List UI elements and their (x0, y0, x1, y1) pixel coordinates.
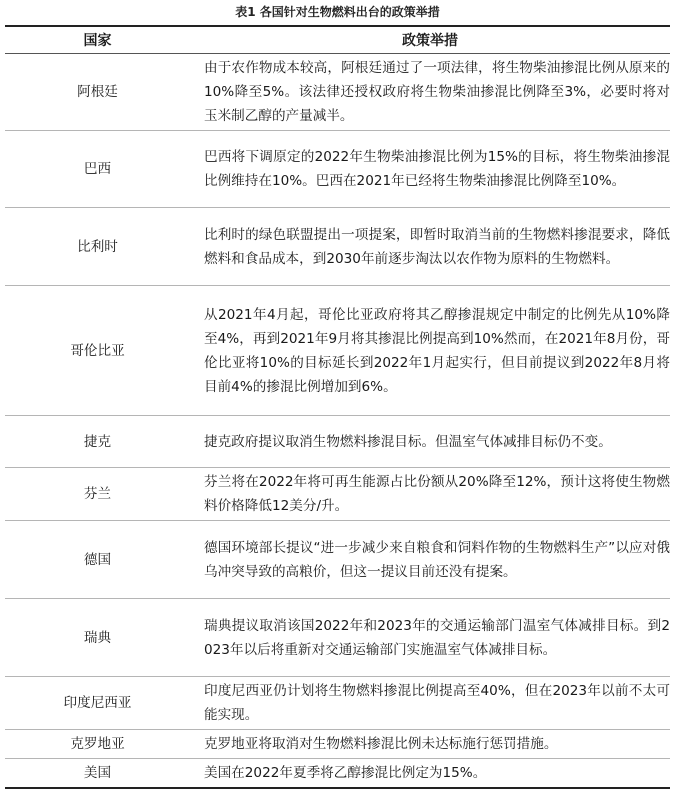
policy-cell: 美国在2022年夏季将乙醇掺混比例定为15%。 (190, 759, 670, 789)
table-row (5, 759, 670, 789)
country-cell: 阿根廷 (5, 54, 190, 131)
policy-table (5, 25, 670, 789)
table-header-row (5, 26, 670, 54)
country-cell: 美国 (5, 759, 190, 789)
policy-cell: 比利时的绿色联盟提出一项提案，即暂时取消当前的生物燃料掺混要求，降低燃料和食品成本，到2030年前逐步淘汰以农作物为原料的生物燃料。 (190, 208, 670, 286)
country-cell: 捷克 (5, 416, 190, 468)
country-cell: 哥伦比亚 (5, 286, 190, 416)
header-policy: 政策举措 (190, 26, 670, 54)
country-cell: 芬兰 (5, 468, 190, 521)
policy-cell: 克罗地亚将取消对生物燃料掺混比例未达标施行惩罚措施。 (190, 730, 670, 759)
table-row (5, 416, 670, 468)
table-row (5, 521, 670, 599)
country-cell: 克罗地亚 (5, 730, 190, 759)
policy-cell: 巴西将下调原定的2022年生物柴油掺混比例为15%的目标，将生物柴油掺混比例维持在10%。巴西在2021年已经将生物柴油掺混比例降至10%。 (190, 131, 670, 208)
country-cell: 比利时 (5, 208, 190, 286)
policy-cell: 德国环境部长提议“进一步减少来自粮食和饲料作物的生物燃料生产”以应对俄乌冲突导致的高粮价，但这一提议目前还没有提案。 (190, 521, 670, 599)
policy-cell: 捷克政府提议取消生物燃料掺混目标。但温室气体减排目标仍不变。 (190, 416, 670, 468)
policy-cell: 印度尼西亚仍计划将生物燃料掺混比例提高至40%，但在2023年以前不太可能实现。 (190, 677, 670, 730)
policy-cell: 瑞典提议取消该国2022年和2023年的交通运输部门温室气体减排目标。到2023年以后将重新对交通运输部门实施温室气体减排目标。 (190, 599, 670, 677)
table-row (5, 599, 670, 677)
table-row (5, 286, 670, 416)
country-cell: 瑞典 (5, 599, 190, 677)
policy-cell: 由于农作物成本较高，阿根廷通过了一项法律，将生物柴油掺混比例从原来的10%降至5%。该法律还授权政府将生物柴油掺混比例降至3%，必要时将对玉米制乙醇的产量减半。 (190, 54, 670, 131)
country-cell: 德国 (5, 521, 190, 599)
table-row (5, 131, 670, 208)
table-row (5, 730, 670, 759)
country-cell: 巴西 (5, 131, 190, 208)
table-row (5, 468, 670, 521)
policy-cell: 芬兰将在2022年将可再生能源占比份额从20%降至12%，预计这将使生物燃料价格降低12美分/升。 (190, 468, 670, 521)
country-cell: 印度尼西亚 (5, 677, 190, 730)
table-row (5, 54, 670, 131)
policy-cell: 从2021年4月起，哥伦比亚政府将其乙醇掺混规定中制定的比例先从10%降至4%，再到2021年9月将其掺混比例提高到10%然而，在2021年8月份，哥伦比亚将10%的目标延长到2022年1月起实行，但目前提议到2022年8月将目前4%的掺混比例增加到6%。 (190, 286, 670, 416)
table-row (5, 677, 670, 730)
header-country: 国家 (5, 26, 190, 54)
table-caption: 表1 各国针对生物燃料出台的政策举措 (235, 5, 440, 19)
table-row (5, 208, 670, 286)
